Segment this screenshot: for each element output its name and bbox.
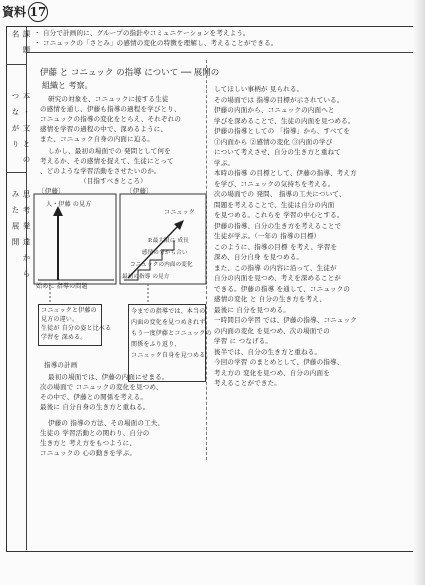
diagram-left-base: 始めに 指導の問題: [36, 283, 88, 290]
note-right-line: 内面の変化を見つめきれず、: [131, 319, 212, 326]
left-lower-line: 生き方と 考え方をもつように、: [40, 439, 137, 447]
diagram-step: コニュックの内面の変化: [130, 262, 193, 268]
right-line: 学ぶ。: [214, 158, 235, 167]
note-left-line: 生徒が 自分の姿と比べる: [41, 325, 112, 332]
right-line: 自分の内面を見つめ、考えを深めることが: [214, 274, 342, 282]
left-lower-head: 指導の計画: [44, 361, 78, 369]
right-line: について考えさせ、自分の生き方と重ねて: [214, 148, 341, 156]
scan-edge-shadow: [413, 0, 425, 585]
sidebar-sep-2: [6, 172, 26, 173]
diagram-right-box-label: 〔伊藤〕: [126, 187, 153, 195]
note-left-line: コニュックと伊藤の: [41, 307, 97, 314]
sidebar-label-connection: 本 ・ 文 と の つ な が り: [11, 92, 31, 167]
right-line: 生徒が学ぶ。（一年の 指導の目標）: [214, 232, 321, 240]
header-line-1: ・ 自分で計画的に、グループの指針やコミュニケーションを考えよう。: [34, 29, 250, 37]
note-right-line: もう一度伊藤とコニュックの: [131, 330, 212, 337]
right-line: また、この指導 の内容に沿って、生徒が: [214, 263, 337, 272]
right-line: 感情の変化 と 自分の生き方を考え、: [214, 295, 327, 303]
right-line: その場面では 指導の目標が示されている。: [214, 95, 344, 104]
diagram-right-peak: コニュック: [164, 209, 196, 216]
right-column: [214, 84, 357, 389]
right-line: できる。伊藤の指導 を通して、コニュックの: [214, 284, 351, 293]
left-lower-line: 伊藤の 指導の方法、その場面の工夫、: [48, 419, 165, 427]
left-lower-line: 生徒の 学習活動との関わり、自分の: [40, 429, 150, 437]
left-title: 伊藤 と コニュック の指導 について ── 展開の: [40, 68, 220, 78]
note-left-line: 見方の違い。: [41, 316, 79, 323]
left-lower-line: 次の場面で コニュックの変化を見つめ、: [40, 383, 163, 391]
right-line: 深め、自分自身 を見つめる。: [214, 253, 304, 261]
left-p2-line: （目指すべきところ）: [80, 177, 147, 185]
right-line: 考えることができた。: [214, 379, 281, 387]
right-line: ①内面から ②感情の変化 ③内面の学び: [214, 137, 333, 146]
diagram-left-box-label: 〔伊藤〕: [38, 187, 65, 195]
right-line: の内面の変化 を見つめ、次の場面での: [214, 326, 330, 335]
sidebar-sep-1: [6, 64, 26, 65]
left-p2-line: しかし、最初の場面での 発問として何を: [48, 147, 171, 155]
right-line: 学習 に つなげる。: [214, 337, 273, 345]
sidebar-label-development: 思 考 発 達 か ら み た 展 開: [11, 190, 31, 280]
left-title-2: 組織と 考察。: [42, 81, 93, 90]
diagram-step: 感情の分かち合い: [142, 250, 188, 256]
left-p1-line: 研究の対象を、コニュックに接する生徒: [48, 95, 169, 103]
left-lower-line: コニュックの 心の動きを学ぶ。: [40, 449, 137, 457]
diagram-step: P.最大限に 成長: [148, 238, 189, 244]
left-lower-line: その中で、伊藤との関係を考える。: [40, 393, 148, 401]
left-p1-line: また、コニュック自身の内面に迫る。: [40, 135, 154, 143]
right-line: 本時の指導 の目標として、伊藤の指導、考え方: [214, 169, 357, 177]
right-line: 今回の学習 のまとめとして、伊藤の指導、: [214, 358, 344, 366]
right-line: 一時間目の学習 では、伊藤の指導、コニュック: [214, 316, 357, 324]
left-p1-line: の感情を通し、伊藤も指導の過程を学びとり、: [40, 105, 181, 113]
left-p1-line: コニュックの指導の変化をとらえ、それぞれの: [40, 115, 182, 123]
left-lower-line: 最後に 自分自身の生き方と重ねる。: [40, 403, 150, 411]
right-line: してほしい事柄が 見られる。: [214, 85, 304, 93]
right-line: 学びを深めることで、生徒の内面を見つめる。: [214, 116, 355, 125]
note-right-line: コニュック自身を見つめる。: [131, 352, 212, 359]
sidebar-label-theme: 課 題 名: [11, 30, 31, 57]
page-number: 17: [28, 2, 48, 22]
right-line: 考え方の 変化を見つめ、自分の内面を: [214, 368, 330, 377]
right-line: 次の場面での 発問、 指導の工夫について、: [214, 190, 346, 198]
right-line: を見つめる。これらを 学習の中心とする。: [214, 211, 344, 219]
right-line: 伊藤の内面から、コニュックの内面へと: [214, 106, 335, 114]
note-right-line: 関係をふり返り、: [131, 341, 181, 348]
note-left-line: 学習を 深める。: [41, 334, 87, 341]
right-line: このように、指導の目標 を考え、学習を: [214, 242, 338, 251]
header-line-2: ・ コニュックの「さとみ」の感情の変化の特徴を理解し、考えることができる。: [34, 39, 278, 47]
page-number-mark: [2, 2, 48, 22]
diagram-left-peak: 人・伊藤 の見方: [46, 201, 92, 208]
right-line: を学び、コニュックの気持ちを考える。: [214, 179, 335, 188]
right-line: 後半では、自分の生き方と重ねる。: [214, 347, 322, 356]
left-p1-line: 感情を学習の過程の中で、深めるように、: [40, 125, 168, 133]
right-line: 伊藤の指導、自分の生き方を考えることで: [214, 221, 342, 230]
diagram-step: 最初の指導 の見方: [122, 274, 170, 280]
header-separator: [26, 52, 414, 53]
left-lower-line: 最初の場面では、伊藤の内面にせまる。: [48, 373, 169, 381]
right-line: 伊藤の指導としての 「指導」から、すべてを: [214, 127, 351, 135]
note-right-line: 今までの指導では、本当の: [131, 308, 206, 315]
left-p2-line: 、どのような学習活動をさせたいのか。: [40, 167, 161, 175]
right-line: 問題を考えることで、生徒は自分の内面: [214, 200, 335, 209]
right-line: 最後に 自分を見つめる。: [214, 305, 290, 314]
left-p2-line: 考えるか、その感情を捉えて、生徒にとって: [40, 157, 174, 165]
page-mark-label: 資料: [2, 5, 27, 19]
